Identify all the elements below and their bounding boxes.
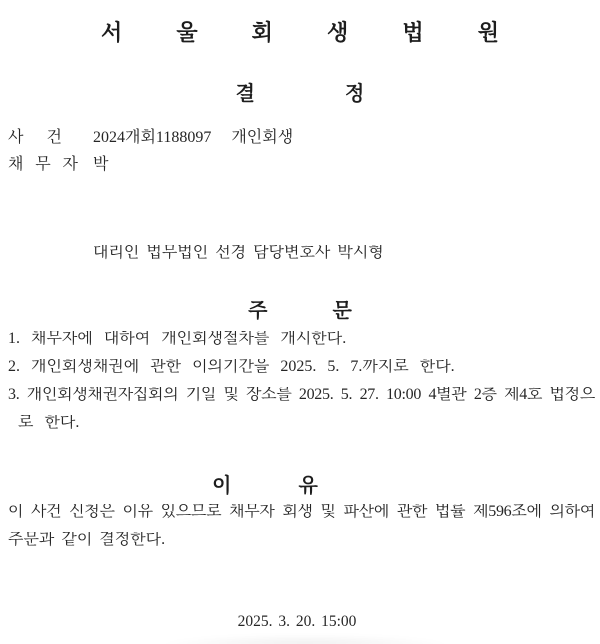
order-heading bbox=[0, 301, 600, 321]
case-number: 2024개회1188097 bbox=[93, 129, 212, 146]
court-name: 서 울 회 생 법 원 bbox=[100, 20, 524, 45]
reason-heading-char: 이 bbox=[212, 475, 232, 497]
scan-shadow-artifact bbox=[155, 634, 455, 644]
order-item-2: 2. 개인회생채권에 관한 이의기간을 2025. 5. 7.까지로 한다. bbox=[8, 359, 455, 375]
reason-heading-char: 유 bbox=[298, 475, 318, 497]
document-title bbox=[0, 84, 600, 104]
document-title-char: 결 bbox=[235, 83, 255, 105]
order-heading-char: 주 bbox=[248, 300, 268, 322]
document-title-char: 정 bbox=[345, 83, 365, 105]
reason-line-2: 주문과 같이 결정한다. bbox=[8, 532, 166, 548]
order-item-3: 3. 개인회생채권자집회의 기일 및 장소를 2025. 5. 27. 10:00 4별관 2층 제4호 법정으 bbox=[8, 387, 595, 403]
reason-line-1: 이 사건 신청은 이유 있으므로 채무자 회생 및 파산에 관한 법률 제596조에 의하여 bbox=[8, 504, 595, 520]
reason-heading bbox=[0, 476, 565, 496]
debtor-name: 박 bbox=[93, 156, 109, 173]
decision-datetime: 2025. 3. 20. 15:00 bbox=[237, 613, 357, 630]
representative-line: 대리인 법무법인 선경 담당변호사 박시형 bbox=[93, 245, 384, 261]
order-heading-char: 문 bbox=[332, 300, 352, 322]
case-row bbox=[8, 130, 595, 146]
order-item-1: 1. 채무자에 대하여 개인회생절차를 개시한다. bbox=[8, 331, 347, 347]
order-item-3-continuation: 로 한다. bbox=[18, 415, 80, 431]
case-value bbox=[93, 130, 293, 146]
debtor-label: 채 무 자 bbox=[8, 156, 78, 173]
debtor-row bbox=[8, 157, 595, 173]
case-label: 사 건 bbox=[8, 129, 62, 146]
case-type: 개인회생 bbox=[231, 129, 294, 146]
